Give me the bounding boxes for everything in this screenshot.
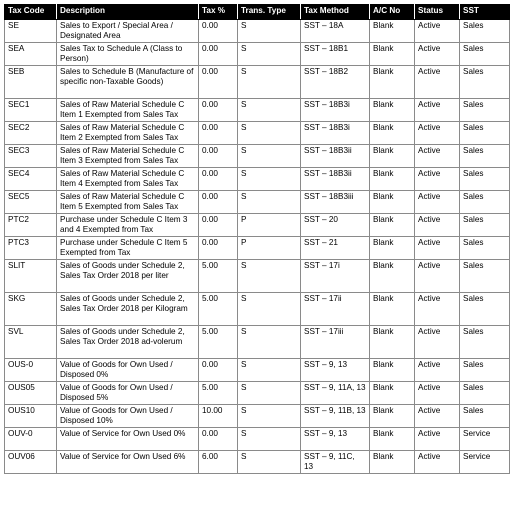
cell-status: Active [415, 326, 460, 359]
cell-tax-method: SST – 18B1 [301, 43, 370, 66]
cell-status: Active [415, 382, 460, 405]
cell-sst: Sales [460, 260, 510, 293]
cell-description: Sales of Raw Material Schedule C Item 1 Exempted from Sales Tax [57, 99, 199, 122]
cell-ac-no: Blank [370, 66, 415, 99]
cell-trans-type: S [238, 293, 301, 326]
cell-tax-code: SE [5, 20, 57, 43]
cell-trans-type: S [238, 428, 301, 451]
cell-description: Value of Goods for Own Used / Disposed 5% [57, 382, 199, 405]
cell-status: Active [415, 20, 460, 43]
cell-status: Active [415, 191, 460, 214]
cell-trans-type: S [238, 382, 301, 405]
cell-tax-method: SST – 9, 13 [301, 359, 370, 382]
table-row [5, 428, 510, 451]
cell-trans-type: S [238, 99, 301, 122]
cell-trans-type: P [238, 237, 301, 260]
table-row [5, 168, 510, 191]
cell-sst: Sales [460, 237, 510, 260]
cell-status: Active [415, 145, 460, 168]
header-sst: SST [460, 5, 510, 20]
cell-trans-type: S [238, 359, 301, 382]
cell-trans-type: S [238, 191, 301, 214]
cell-tax-percent: 0.00 [199, 20, 238, 43]
cell-tax-code: OUV-0 [5, 428, 57, 451]
cell-sst: Sales [460, 191, 510, 214]
cell-ac-no: Blank [370, 293, 415, 326]
cell-description: Sales to Schedule B (Manufacture of specific non-Taxable Goods) [57, 66, 199, 99]
cell-tax-code: PTC2 [5, 214, 57, 237]
cell-status: Active [415, 99, 460, 122]
cell-description: Sales of Raw Material Schedule C Item 5 Exempted from Sales Tax [57, 191, 199, 214]
cell-ac-no: Blank [370, 214, 415, 237]
cell-description: Sales of Raw Material Schedule C Item 3 Exempted from Sales Tax [57, 145, 199, 168]
cell-tax-method: SST – 9, 11B, 13 [301, 405, 370, 428]
cell-description: Sales of Goods under Schedule 2, Sales Tax Order 2018 ad-volerum [57, 326, 199, 359]
cell-trans-type: S [238, 326, 301, 359]
cell-status: Active [415, 214, 460, 237]
cell-description: Sales of Raw Material Schedule C Item 4 Exempted from Sales Tax [57, 168, 199, 191]
cell-tax-method: SST – 18B3ii [301, 145, 370, 168]
cell-trans-type: S [238, 43, 301, 66]
cell-description: Sales Tax to Schedule A (Class to Person) [57, 43, 199, 66]
table-row [5, 382, 510, 405]
cell-tax-method: SST – 18B3ii [301, 168, 370, 191]
table-row [5, 326, 510, 359]
cell-description: Sales of Goods under Schedule 2, Sales Tax Order 2018 per liter [57, 260, 199, 293]
cell-ac-no: Blank [370, 428, 415, 451]
cell-sst: Sales [460, 99, 510, 122]
cell-tax-code: SEC2 [5, 122, 57, 145]
cell-ac-no: Blank [370, 451, 415, 474]
cell-trans-type: S [238, 451, 301, 474]
header-tax-percent: Tax % [199, 5, 238, 20]
header-status: Status [415, 5, 460, 20]
cell-tax-method: SST – 18B3i [301, 99, 370, 122]
cell-ac-no: Blank [370, 99, 415, 122]
cell-tax-percent: 0.00 [199, 122, 238, 145]
cell-tax-percent: 0.00 [199, 145, 238, 168]
cell-tax-percent: 5.00 [199, 382, 238, 405]
cell-ac-no: Blank [370, 382, 415, 405]
cell-tax-method: SST – 17iii [301, 326, 370, 359]
cell-tax-method: SST – 9, 13 [301, 428, 370, 451]
cell-tax-percent: 0.00 [199, 66, 238, 99]
cell-tax-percent: 0.00 [199, 168, 238, 191]
cell-description: Sales of Goods under Schedule 2, Sales Tax Order 2018 per Kilogram [57, 293, 199, 326]
table-row [5, 145, 510, 168]
cell-description: Sales of Raw Material Schedule C Item 2 Exempted from Sales Tax [57, 122, 199, 145]
cell-sst: Sales [460, 122, 510, 145]
header-trans-type: Trans. Type [238, 5, 301, 20]
cell-ac-no: Blank [370, 260, 415, 293]
cell-tax-method: SST – 17ii [301, 293, 370, 326]
cell-description: Purchase under Schedule C Item 5 Exempted from Tax [57, 237, 199, 260]
cell-status: Active [415, 237, 460, 260]
table-row [5, 359, 510, 382]
cell-status: Active [415, 168, 460, 191]
table-row [5, 405, 510, 428]
table-row [5, 20, 510, 43]
cell-tax-method: SST – 9, 11C, 13 [301, 451, 370, 474]
cell-tax-method: SST – 9, 11A, 13 [301, 382, 370, 405]
cell-tax-code: SEC4 [5, 168, 57, 191]
header-ac-no: A/C No [370, 5, 415, 20]
cell-tax-code: SKG [5, 293, 57, 326]
cell-tax-method: SST – 20 [301, 214, 370, 237]
cell-tax-code: OUV06 [5, 451, 57, 474]
cell-sst: Sales [460, 66, 510, 99]
cell-sst: Sales [460, 20, 510, 43]
cell-trans-type: P [238, 214, 301, 237]
cell-tax-method: SST – 18A [301, 20, 370, 43]
cell-tax-percent: 0.00 [199, 214, 238, 237]
cell-tax-percent: 5.00 [199, 293, 238, 326]
cell-tax-code: OUS-0 [5, 359, 57, 382]
cell-sst: Service [460, 451, 510, 474]
cell-description: Purchase under Schedule C Item 3 and 4 Exempted from Tax [57, 214, 199, 237]
cell-status: Active [415, 359, 460, 382]
header-tax-code: Tax Code [5, 5, 57, 20]
cell-status: Active [415, 451, 460, 474]
cell-tax-percent: 0.00 [199, 43, 238, 66]
cell-status: Active [415, 122, 460, 145]
cell-tax-percent: 10.00 [199, 405, 238, 428]
cell-trans-type: S [238, 145, 301, 168]
table-row [5, 260, 510, 293]
cell-trans-type: S [238, 168, 301, 191]
cell-sst: Sales [460, 382, 510, 405]
cell-tax-percent: 0.00 [199, 99, 238, 122]
cell-status: Active [415, 43, 460, 66]
cell-description: Value of Goods for Own Used / Disposed 0% [57, 359, 199, 382]
table-row [5, 293, 510, 326]
table-row [5, 191, 510, 214]
cell-sst: Service [460, 428, 510, 451]
cell-tax-code: SLIT [5, 260, 57, 293]
cell-ac-no: Blank [370, 43, 415, 66]
cell-status: Active [415, 428, 460, 451]
cell-tax-percent: 5.00 [199, 260, 238, 293]
cell-tax-percent: 0.00 [199, 359, 238, 382]
table-row [5, 66, 510, 99]
cell-tax-method: SST – 18B3iii [301, 191, 370, 214]
cell-tax-percent: 0.00 [199, 428, 238, 451]
cell-tax-code: OUS10 [5, 405, 57, 428]
table-row [5, 43, 510, 66]
cell-tax-code: SEC3 [5, 145, 57, 168]
cell-status: Active [415, 405, 460, 428]
cell-tax-method: SST – 21 [301, 237, 370, 260]
cell-tax-percent: 6.00 [199, 451, 238, 474]
cell-description: Value of Service for Own Used 0% [57, 428, 199, 451]
cell-ac-no: Blank [370, 237, 415, 260]
cell-ac-no: Blank [370, 326, 415, 359]
cell-trans-type: S [238, 66, 301, 99]
cell-tax-method: SST – 18B3i [301, 122, 370, 145]
table-row [5, 214, 510, 237]
cell-sst: Sales [460, 359, 510, 382]
cell-tax-method: SST – 17i [301, 260, 370, 293]
table-row [5, 451, 510, 474]
cell-trans-type: S [238, 405, 301, 428]
table-row [5, 237, 510, 260]
cell-trans-type: S [238, 260, 301, 293]
cell-tax-code: OUS05 [5, 382, 57, 405]
cell-ac-no: Blank [370, 20, 415, 43]
cell-tax-code: PTC3 [5, 237, 57, 260]
cell-trans-type: S [238, 122, 301, 145]
cell-ac-no: Blank [370, 122, 415, 145]
cell-ac-no: Blank [370, 191, 415, 214]
cell-status: Active [415, 293, 460, 326]
cell-description: Sales to Export / Special Area / Designated Area [57, 20, 199, 43]
cell-sst: Sales [460, 326, 510, 359]
table-row [5, 122, 510, 145]
cell-sst: Sales [460, 43, 510, 66]
header-description: Description [57, 5, 199, 20]
cell-ac-no: Blank [370, 145, 415, 168]
cell-description: Value of Goods for Own Used / Disposed 10% [57, 405, 199, 428]
cell-tax-code: SEA [5, 43, 57, 66]
tax-code-table [4, 4, 510, 474]
table-body [5, 20, 510, 474]
cell-tax-code: SVL [5, 326, 57, 359]
cell-status: Active [415, 66, 460, 99]
cell-ac-no: Blank [370, 359, 415, 382]
cell-description: Value of Service for Own Used 6% [57, 451, 199, 474]
cell-tax-code: SEB [5, 66, 57, 99]
cell-ac-no: Blank [370, 405, 415, 428]
cell-status: Active [415, 260, 460, 293]
cell-sst: Sales [460, 293, 510, 326]
cell-sst: Sales [460, 405, 510, 428]
cell-tax-percent: 5.00 [199, 326, 238, 359]
cell-tax-method: SST – 18B2 [301, 66, 370, 99]
cell-sst: Sales [460, 168, 510, 191]
cell-ac-no: Blank [370, 168, 415, 191]
header-tax-method: Tax Method [301, 5, 370, 20]
tax-code-table-wrapper [4, 4, 509, 474]
cell-tax-percent: 0.00 [199, 237, 238, 260]
cell-tax-percent: 0.00 [199, 191, 238, 214]
cell-sst: Sales [460, 145, 510, 168]
cell-sst: Sales [460, 214, 510, 237]
cell-tax-code: SEC1 [5, 99, 57, 122]
table-row [5, 99, 510, 122]
cell-tax-code: SEC5 [5, 191, 57, 214]
cell-trans-type: S [238, 20, 301, 43]
table-header-row [5, 5, 510, 20]
